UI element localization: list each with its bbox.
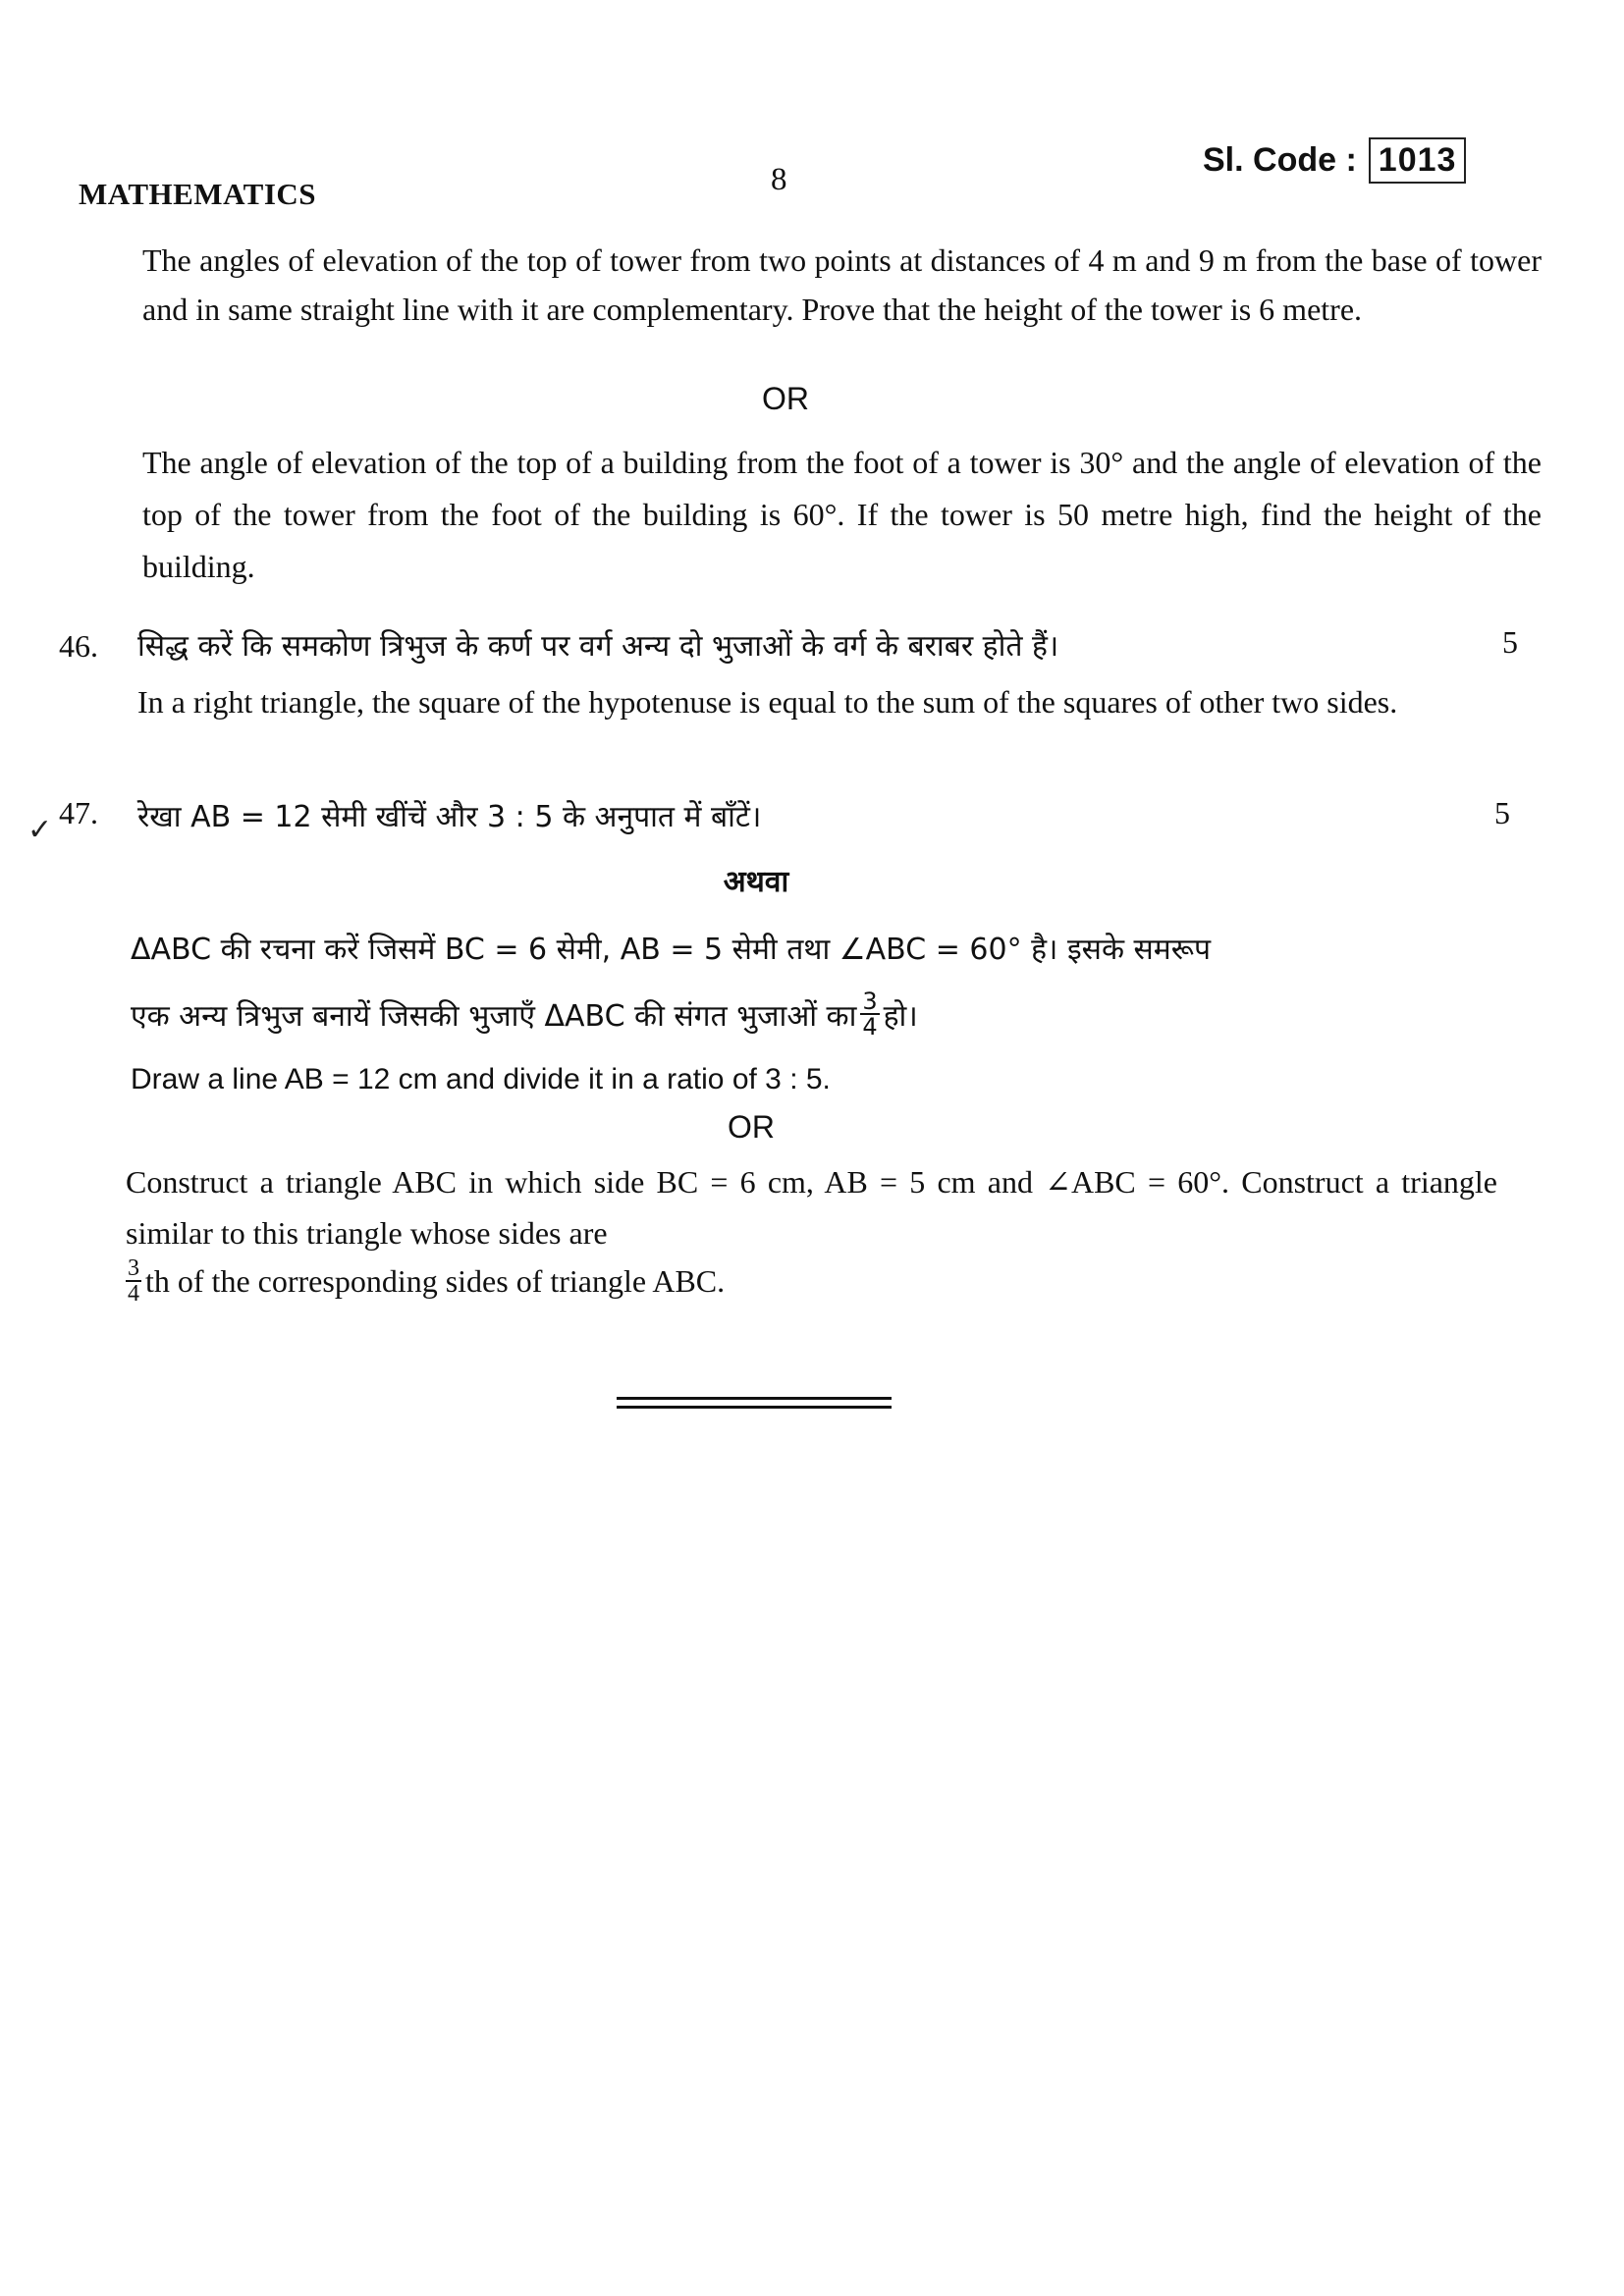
end-divider-bottom	[617, 1406, 892, 1409]
q47-hindi-or: अथवा	[723, 865, 789, 899]
q46-number: 46.	[59, 628, 98, 664]
checkmark-icon: ✓	[27, 814, 53, 846]
q47-english-b-line2-text: th of the corresponding sides of triangle ABC.	[145, 1263, 726, 1299]
q46-hindi: सिद्ध करें कि समकोण त्रिभुज के कर्ण पर वर्ग अन्य दो भुजाओं के वर्ग के बराबर होते हैं।	[137, 629, 1059, 664]
q47-hindi-a: रेखा AB = 12 सेमी खींचें और 3 : 5 के अनुपात में बाँटें।	[137, 800, 762, 834]
fraction-denominator: 4	[128, 1281, 139, 1307]
q47-hindi-b-line2-post: हो।	[883, 998, 918, 1034]
fraction-denominator: 4	[862, 1013, 878, 1041]
q46-english: In a right triangle, the square of the hypotenuse is equal to the sum of the squares of other two sides.	[137, 684, 1398, 720]
q47-english-b-line1: Construct a triangle ABC in which side BC = 6 cm, AB = 5 cm and ∠ABC = 60°. Construct a triangle similar to this triangle whose sides are	[126, 1164, 1497, 1251]
q47-english-a: Draw a line AB = 12 cm and divide it in a ratio of 3 : 5.	[131, 1063, 831, 1095]
fraction-three-quarters	[126, 1256, 141, 1306]
sl-code-value: 1013	[1369, 137, 1467, 184]
q46-marks: 5	[1502, 624, 1518, 660]
q47-english-b-line2	[126, 1256, 1497, 1306]
fraction-numerator: 3	[128, 1255, 139, 1281]
sl-code-label: Sl. Code :	[1203, 141, 1357, 179]
q47-hindi-b-line2-pre: एक अन्य त्रिभुज बनायें जिसकी भुजाएँ ΔABC की संगत भुजाओं का	[131, 998, 857, 1034]
q47-hindi-b-line1: ΔABC की रचना करें जिसमें BC = 6 सेमी, AB = 5 सेमी तथा ∠ABC = 60° है। इसके समरूप	[131, 933, 1212, 967]
page-number: 8	[771, 162, 787, 197]
sl-code	[1203, 137, 1466, 184]
fraction-numerator: 3	[862, 988, 878, 1015]
q47-or: OR	[728, 1109, 775, 1145]
q47-marks: 5	[1494, 795, 1510, 830]
q45-option-a: The angles of elevation of the top of tower from two points at distances of 4 m and 9 m from the base of tower and in same straight line with it are complementary. Prove that the height of the tower is 6 metre.	[142, 242, 1542, 327]
q47-hindi-b-line2	[131, 989, 1525, 1039]
fraction-three-quarters	[860, 989, 879, 1039]
q45-option-b: The angle of elevation of the top of a building from the foot of a tower is 30° and the angle of elevation of the top of the tower from the foot of the building is 60°. If the tower is 50 metre high, find the height of the building.	[142, 445, 1542, 584]
q47-number: 47.	[59, 795, 98, 830]
end-divider-top	[617, 1397, 892, 1400]
q45-or: OR	[762, 381, 809, 416]
subject-title: MATHEMATICS	[79, 177, 317, 211]
